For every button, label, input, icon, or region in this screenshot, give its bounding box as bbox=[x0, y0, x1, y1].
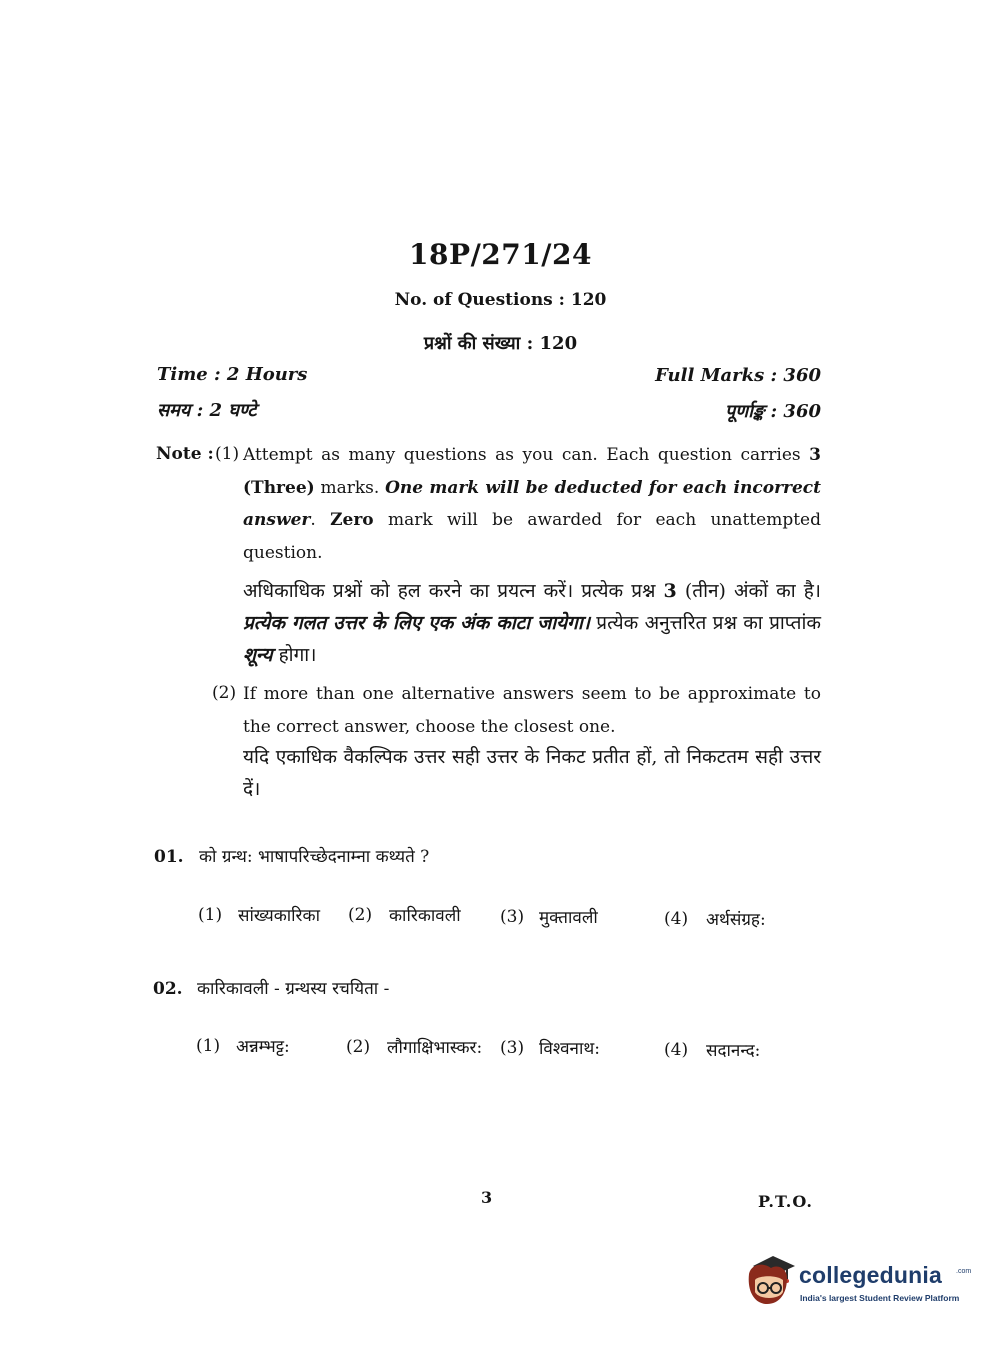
num-questions-english: No. of Questions : 120 bbox=[394, 290, 607, 310]
question-1-option-2-text: कारिकावली bbox=[389, 906, 461, 926]
question-1-option-1-text: सांख्यकारिका bbox=[238, 906, 320, 926]
note-2-hindi: यदि एकाधिक वैकल्पिक उत्तर सही उत्तर के निकट प्रतीत हों, तो निकटतम सही उत्तर दें। bbox=[243, 746, 821, 800]
question-2-option-2-text: लौगाक्षिभास्कर: bbox=[387, 1038, 483, 1058]
watermark-com: .com bbox=[956, 1268, 972, 1275]
question-2-option-3-text: विश्वनाथ: bbox=[539, 1039, 600, 1059]
question-2-option-4-number: (4) bbox=[664, 1040, 689, 1060]
question-2-text: कारिकावली - ग्रन्थस्य रचयिता - bbox=[197, 979, 390, 999]
full-marks-english: Full Marks : 360 bbox=[655, 365, 821, 386]
question-1-option-2-number: (2) bbox=[348, 905, 373, 925]
note-label: Note : bbox=[156, 444, 214, 464]
num-questions-hindi: प्रश्नों की संख्या : 120 bbox=[423, 333, 578, 354]
note-1-hindi: अधिकाधिक प्रश्नों को हल करने का प्रयत्न करें। प्रत्येक प्रश्न 3 (तीन) अंकों का है। प्रत्येक गलत उत्तर के लिए एक अंक काटा जायेगा। प्रत्येक अनुत्तरित प्रश्न का प्राप्तांक शून्य होगा। bbox=[243, 580, 821, 666]
question-1-text: को ग्रन्थ: भाषापरिच्छेदनाम्ना कथ्यते ? bbox=[199, 847, 430, 867]
question-1-number: 01. bbox=[154, 847, 184, 867]
question-2-option-4-text: सदानन्द: bbox=[706, 1041, 761, 1061]
question-1-option-3-text: मुक्तावली bbox=[539, 908, 598, 928]
page-number: 3 bbox=[481, 1188, 493, 1207]
question-2-option-1-text: अन्नम्भट्ट: bbox=[236, 1037, 290, 1057]
question-2-option-2-number: (2) bbox=[346, 1037, 371, 1057]
note-1-number: (1) bbox=[215, 444, 240, 464]
collegedunia-logo-icon bbox=[743, 1250, 799, 1310]
question-1-option-4-text: अर्थसंग्रह: bbox=[706, 910, 766, 930]
watermark-brand: collegedunia bbox=[799, 1262, 942, 1288]
question-2-option-3-number: (3) bbox=[500, 1038, 525, 1058]
paper-code: 18P/271/24 bbox=[409, 238, 592, 271]
note-2-number: (2) bbox=[212, 683, 237, 703]
full-marks-hindi: पूर्णाङ्क : 360 bbox=[724, 401, 821, 422]
question-2-option-1-number: (1) bbox=[196, 1036, 221, 1056]
time-english: Time : 2 Hours bbox=[157, 364, 308, 385]
question-1-option-4-number: (4) bbox=[664, 909, 689, 929]
question-1-option-3-number: (3) bbox=[500, 907, 525, 927]
question-2-number: 02. bbox=[153, 979, 183, 999]
note-1-english: Attempt as many questions as you can. Each question carries 3 (Three) marks. One mark will be deducted for each incorrect answer. Zero mark will be awarded for each unattempted question. bbox=[243, 445, 821, 563]
note-2-english: If more than one alternative answers seem to be approximate to the correct answer, choose the closest one. bbox=[243, 684, 821, 737]
please-turn-over: P.T.O. bbox=[758, 1192, 813, 1211]
watermark-tagline: India's largest Student Review Platform bbox=[800, 1293, 960, 1303]
question-1-option-1-number: (1) bbox=[198, 905, 223, 925]
time-hindi: समय : 2 घण्टे bbox=[157, 400, 257, 421]
